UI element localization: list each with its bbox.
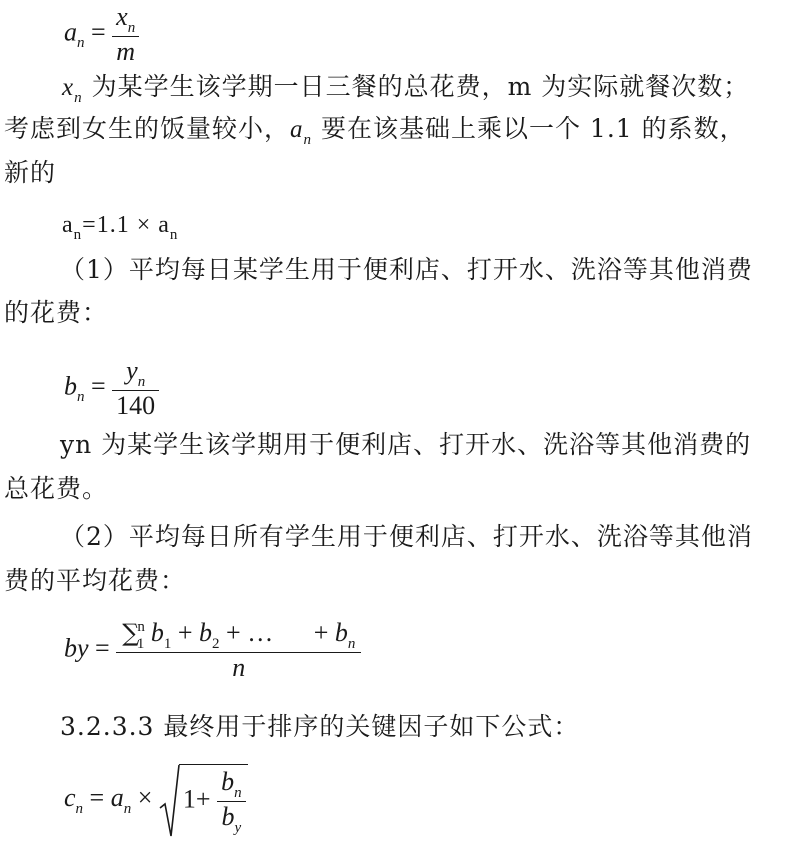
formula-by-sigma: ∑: [122, 619, 140, 647]
formula-bn: [64, 356, 159, 421]
formula-an-new-lhs-sub: n: [73, 227, 83, 243]
paragraph-1-line-1: [62, 72, 749, 106]
paragraph-3-line-1: [60, 430, 751, 460]
formula-bn-num: y: [126, 356, 138, 385]
formula-cn-eq: =: [89, 782, 105, 812]
p5-line1: 3.2.3.3 最终用于排序的关键因子如下公式：: [60, 712, 580, 741]
formula-by-plus2: +: [226, 618, 241, 647]
paragraph-2-line-1: [60, 255, 753, 285]
p3-line2: 总花费。: [4, 474, 109, 503]
formula-bn-num-sub: n: [137, 374, 146, 390]
formula-an-new: [62, 210, 178, 243]
formula-by-lhs: by: [64, 633, 89, 663]
p1-var2: a: [290, 116, 304, 143]
formula-an: [64, 2, 139, 67]
formula-by-t3-sub: n: [347, 636, 356, 652]
p3-line1: yn 为某学生该学期用于便利店、打开水、洗浴等其他消费的: [60, 430, 752, 459]
formula-an-fraction: [112, 2, 139, 67]
formula-by-sigma-sup: n: [137, 619, 145, 635]
formula-by: [64, 618, 361, 683]
formula-cn-den-sub: y: [234, 820, 242, 836]
formula-by-t3: b: [334, 618, 348, 647]
paragraph-1-line-3: [4, 158, 56, 188]
formula-bn-lhs: b: [64, 371, 77, 401]
formula-by-fraction: [116, 618, 361, 683]
formula-an-num: x: [116, 2, 128, 31]
formula-by-sigma-sub: 1: [136, 636, 145, 652]
formula-by-plus1: +: [177, 618, 193, 647]
p1-var: x: [62, 74, 75, 101]
formula-cn-a: a: [110, 782, 124, 812]
formula-cn-one: 1: [182, 784, 196, 814]
formula-cn-num: b: [221, 767, 235, 796]
paragraph-1-line-2: [4, 114, 746, 148]
paragraph-2-line-2: [4, 298, 108, 328]
formula-cn-fraction: [217, 767, 246, 836]
formula-cn-lhs: c: [64, 782, 76, 812]
p4-line1: （2）平均每日所有学生用于便利店、打开水、洗浴等其他消: [60, 522, 753, 551]
p1-var2-sub: n: [303, 132, 313, 148]
formula-cn: [64, 764, 248, 836]
formula-by-eq: =: [95, 633, 110, 663]
paragraph-3-line-2: [4, 474, 108, 504]
formula-by-den: n: [232, 653, 246, 682]
formula-an-num-sub: n: [127, 20, 136, 36]
p1-text1: 为某学生该学期一日三餐的总花费，m 为实际就餐次数；: [91, 72, 750, 101]
formula-cn-plus: +: [195, 784, 211, 814]
paragraph-4-line-1: [60, 522, 753, 552]
formula-bn-eq: =: [91, 371, 106, 401]
formula-an-eq: =: [91, 17, 106, 47]
p1-text3: 新的: [4, 158, 57, 187]
formula-an-lhs-sub: n: [77, 35, 85, 52]
formula-an-den: m: [116, 37, 136, 66]
formula-by-t2: b: [199, 618, 213, 647]
formula-cn-den: b: [221, 802, 235, 831]
p4-line2: 费的平均花费：: [4, 566, 187, 595]
formula-bn-den: 140: [116, 391, 156, 420]
formula-cn-times: ×: [137, 782, 153, 812]
formula-by-t1-sub: 1: [163, 636, 172, 652]
formula-cn-a-sub: n: [123, 800, 132, 817]
formula-an-new-rhs-sub: n: [169, 227, 179, 243]
formula-an-new-lhs: a: [62, 212, 74, 238]
p2-line2: 的花费：: [4, 298, 109, 327]
formula-by-t2-sub: 2: [212, 636, 220, 652]
p2-line1: （1）平均每日某学生用于便利店、打开水、洗浴等其他消费: [60, 255, 753, 284]
formula-by-t1: b: [150, 618, 164, 647]
formula-an-lhs: a: [64, 17, 77, 47]
p1-text2a: 考虑到女生的饭量较小，: [4, 114, 291, 143]
formula-bn-fraction: [112, 356, 159, 421]
paragraph-4-line-2: [4, 566, 186, 596]
formula-by-dots: …: [247, 618, 274, 647]
paragraph-5-line-1: [60, 712, 579, 742]
formula-cn-num-sub: n: [234, 785, 242, 801]
formula-bn-lhs-sub: n: [77, 389, 85, 406]
sqrt-sign-icon: [159, 764, 181, 838]
formula-by-plus3: +: [313, 618, 329, 647]
p1-var-sub: n: [74, 90, 83, 106]
formula-cn-lhs-sub: n: [75, 800, 84, 817]
p1-text2b: 要在该基础上乘以一个 1.1 的系数，: [320, 114, 746, 143]
formula-an-new-mid: =1.1 × a: [82, 212, 170, 238]
formula-cn-sqrt: [159, 764, 248, 836]
